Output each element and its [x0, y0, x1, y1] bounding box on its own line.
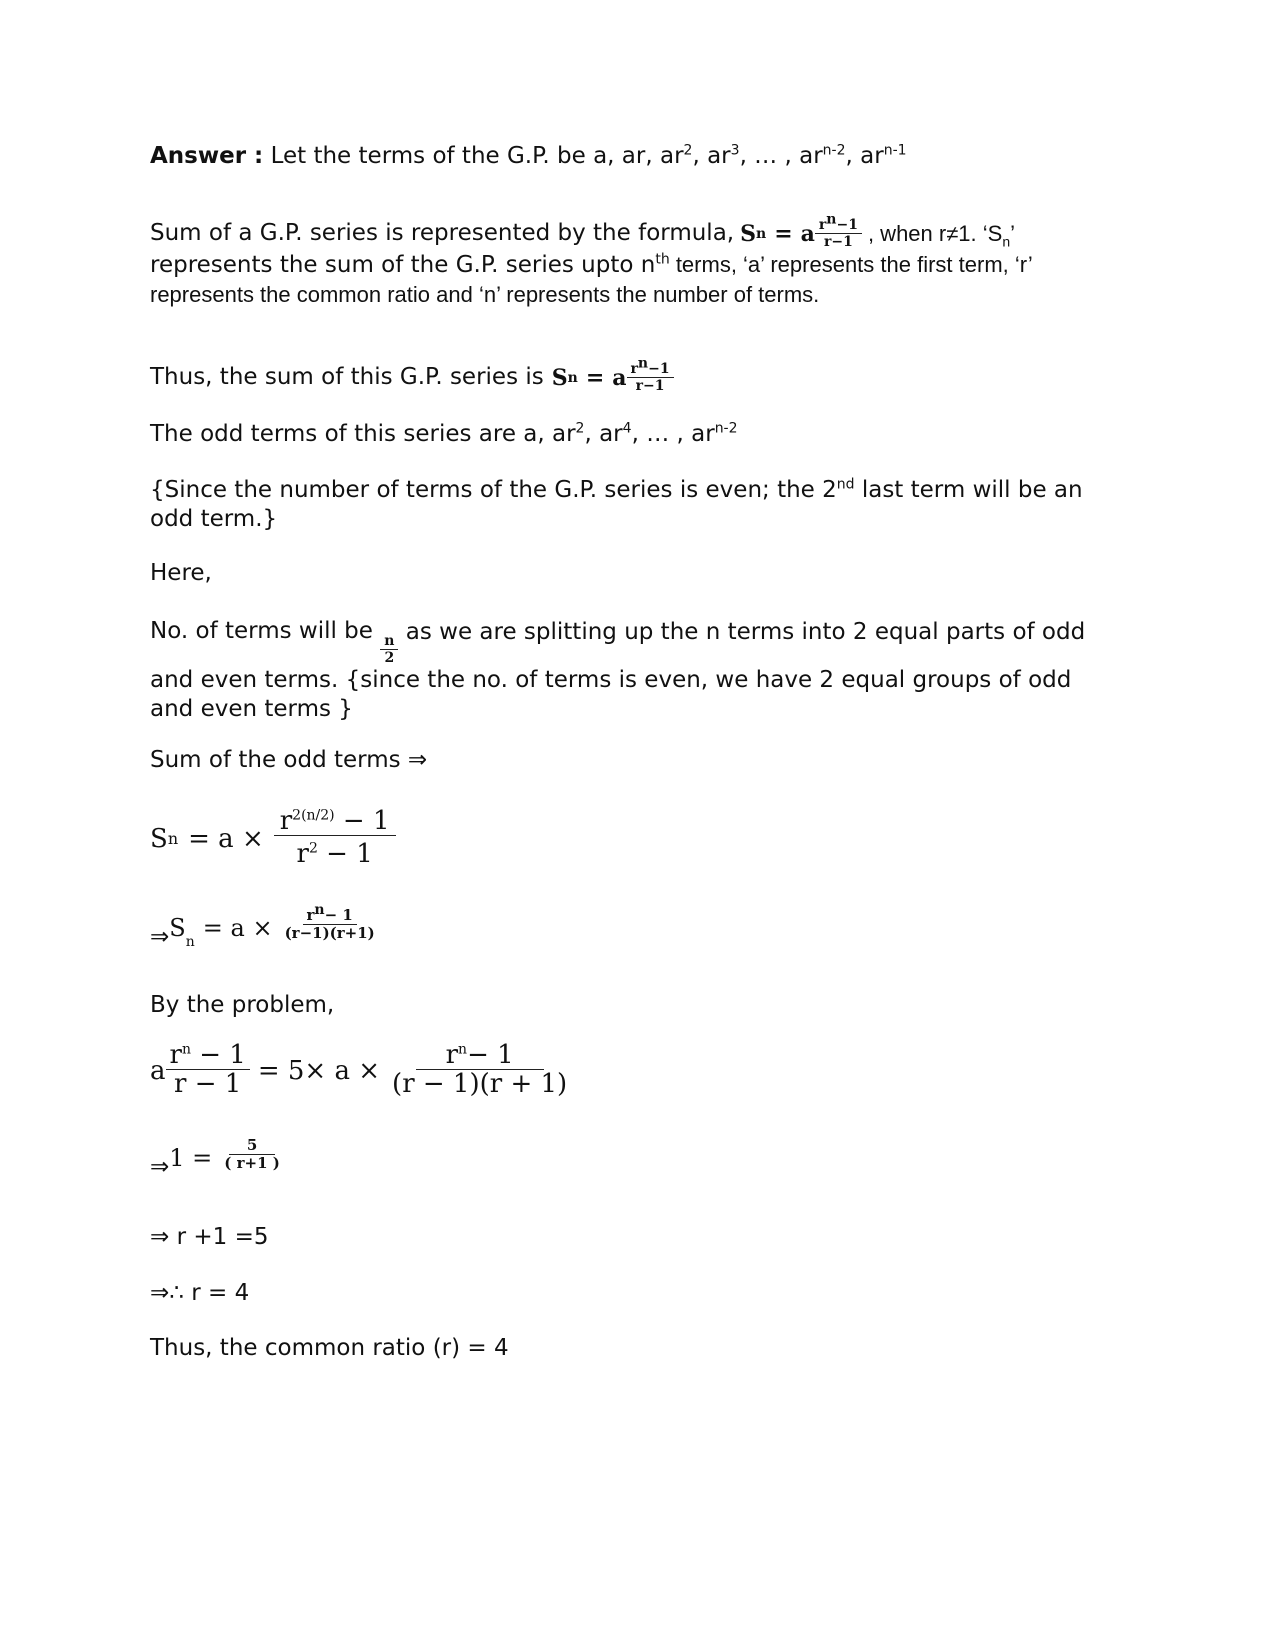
implies-arrow: ⇒: [150, 1154, 170, 1180]
formula-inline: S n = a $\frac{r^n-1}{r-1}$: [740, 218, 862, 250]
text: , ar: [584, 421, 623, 447]
thus-sum-text: Thus, the sum of this G.P. series is: [150, 364, 544, 390]
formula-fraction: [815, 211, 862, 250]
num-sup: n: [826, 211, 837, 228]
answer-label: Answer :: [150, 143, 264, 169]
text: , ar: [845, 143, 884, 169]
den: (r−1)(r+1): [284, 923, 375, 942]
answer-intro: Let the terms of the G.P. be a, ar, ar: [263, 143, 684, 169]
answer-line: [150, 142, 1090, 171]
formula-line2a: represents the sum of the G.P. series upto n: [150, 252, 656, 278]
mid: = 5× a ×: [257, 1056, 381, 1087]
den: r−1: [635, 377, 665, 394]
no-terms-b: as we are splitting up the n terms into 2 equal parts of odd and even terms. {since the no. of terms is even, we have 2 equal groups of odd and even terms }: [150, 619, 1086, 722]
num: r: [630, 361, 638, 378]
num: r: [445, 1040, 459, 1070]
formula-text3: ’: [1010, 221, 1015, 246]
implies-arrow: ⇒: [150, 924, 170, 950]
thus-sum-line: [150, 338, 1090, 394]
num-rest: − 1: [467, 1040, 514, 1070]
sup: 4: [622, 420, 632, 437]
den-sup: 2: [308, 840, 318, 857]
odd-terms-text: The odd terms of this series are a, ar: [150, 421, 576, 447]
text: , ar: [692, 143, 731, 169]
sup-th: th: [655, 251, 670, 268]
equation-2: ⇒ S n = a × $\frac{r^n- 1}{(r-1)(r+1)}$: [150, 908, 379, 942]
formula-paragraph: [150, 200, 1090, 309]
sup-nd: nd: [836, 476, 855, 493]
num: r: [818, 217, 827, 234]
n-over-2-fraction: [380, 634, 398, 666]
text: , … , ar: [631, 421, 715, 447]
formula-s: S: [551, 364, 568, 391]
num-sup: n: [458, 1041, 468, 1058]
num-sup: n: [637, 355, 649, 372]
sum-odd-text: Sum of the odd terms ⇒: [150, 747, 428, 773]
a: a: [150, 1056, 166, 1087]
fraction-left: [166, 1042, 250, 1100]
den: r: [296, 839, 309, 870]
sup: 3: [730, 142, 740, 159]
formula-text2: , when r≠1. ‘S: [867, 221, 1003, 246]
sup: n-2: [714, 420, 738, 437]
sub-n: n: [1002, 233, 1011, 250]
sum-formula: S n = a $\frac{r^n-1}{r-1}$: [552, 362, 674, 394]
step-1: ⇒ r +1 =5: [150, 1224, 269, 1250]
sup: n-2: [822, 142, 846, 159]
num: n: [380, 634, 398, 650]
fraction: [274, 808, 396, 870]
step-2: ⇒∴ r = 4: [150, 1280, 250, 1306]
fraction: [281, 902, 379, 942]
formula-line2b: terms, ‘a’ represents the first term, ‘r’: [669, 252, 1033, 277]
mid: = a ×: [202, 914, 273, 942]
since-paragraph: [150, 476, 1090, 534]
den: r − 1: [174, 1069, 242, 1100]
num-sup: 2(n/2): [292, 807, 335, 824]
formula-eq: =: [774, 220, 793, 247]
formula-eq: =: [585, 364, 605, 391]
odd-terms-line: [150, 420, 1090, 449]
den-rest: − 1: [317, 839, 373, 870]
num-rest: − 1: [324, 906, 353, 924]
num-rest: − 1: [334, 806, 390, 836]
sup: 2: [683, 142, 693, 159]
sup: 2: [575, 420, 585, 437]
fraction: [220, 1138, 284, 1172]
den: (r − 1)(r + 1): [392, 1069, 568, 1100]
text: , … , ar: [739, 143, 823, 169]
here-text: Here,: [150, 560, 212, 586]
num-rest: − 1: [190, 1040, 246, 1070]
formula-intro: Sum of a G.P. series is represented by the formula,: [150, 220, 735, 246]
fraction-right: [388, 1042, 571, 1100]
num-sup: n: [314, 902, 325, 918]
den: r−1: [823, 233, 853, 250]
num: r: [306, 906, 315, 924]
den: 2: [384, 649, 395, 666]
equation-1: S n = a × $\frac{r^{2(n/2)} - 1}{r^2 - 1}$: [150, 808, 396, 870]
sup: n-1: [883, 142, 907, 159]
by-problem-text: By the problem,: [150, 992, 335, 1018]
formula-a: a: [800, 220, 815, 247]
num-sup: n: [181, 1041, 191, 1058]
since-a: {Since the number of terms of the G.P. series is even; the 2: [150, 477, 837, 503]
lhs: S: [169, 914, 186, 942]
num: r: [279, 806, 293, 836]
num: r: [169, 1040, 182, 1070]
num-rest: −1: [648, 361, 670, 378]
formula-fraction: [627, 355, 674, 394]
mid: = a ×: [188, 824, 264, 855]
equation-3: [150, 1042, 571, 1100]
lhs: S: [150, 824, 168, 855]
formula-line3: represents the common ratio and ‘n’ represents the number of terms.: [150, 282, 820, 307]
no-terms-a: No. of terms will be: [150, 618, 373, 644]
equation-4: [150, 1136, 284, 1180]
formula-a: a: [612, 364, 627, 391]
den: ( r+1 ): [224, 1153, 280, 1172]
formula-s: S: [740, 220, 756, 247]
no-terms-body: [150, 618, 1090, 724]
conclusion-text: Thus, the common ratio (r) = 4: [150, 1335, 509, 1361]
lhs: 1 =: [169, 1144, 213, 1172]
num: 5: [229, 1138, 275, 1155]
since-b: last term will be an odd term.}: [150, 477, 1083, 532]
num-rest: −1: [836, 217, 858, 234]
